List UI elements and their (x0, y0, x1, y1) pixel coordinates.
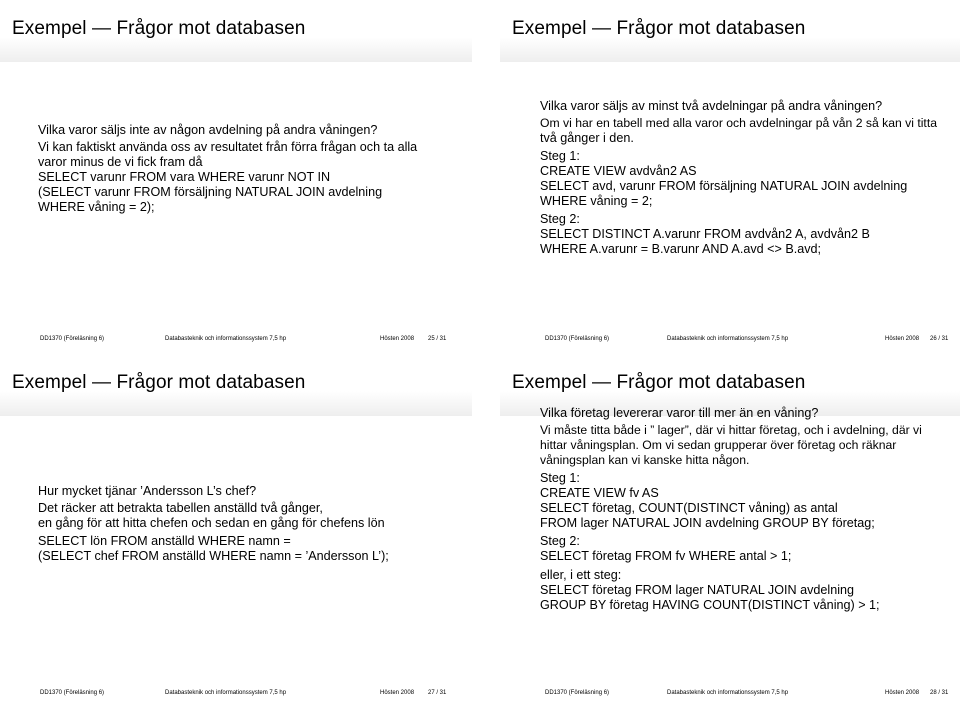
slide-28 (500, 354, 960, 699)
slide-footer (500, 334, 960, 345)
sql-text: SELECT företag, COUNT(DISTINCT våning) as antal (540, 501, 838, 515)
slide-footer (0, 334, 472, 345)
body-text: våningsplan kan vi kanske hitta någon. (540, 453, 750, 467)
body-text: en gång för att hitta chefen och sedan en gång för chefens lön (38, 516, 385, 530)
slide-footer (500, 688, 960, 699)
footer-page-number: 25 / 31 (428, 336, 447, 342)
footer-page-number: 26 / 31 (930, 336, 949, 342)
sql-text: WHERE A.varunr = B.varunr AND A.avd <> B.avd; (540, 242, 822, 256)
sql-text: SELECT varunr FROM vara WHERE varunr NOT IN (38, 170, 331, 184)
step-label: Steg 1: (540, 471, 580, 485)
sql-text: SELECT DISTINCT A.varunr FROM avdvån2 A, avdvån2 B (540, 227, 870, 241)
body-text: Vi kan faktiskt använda oss av resultatet från förra frågan och ta alla (38, 140, 418, 154)
slide-title: Exempel — Frågor mot databasen (512, 18, 806, 39)
question-text: Vilka varor säljs av minst två avdelningar på andra våningen? (540, 99, 883, 113)
footer-course-name: Databasteknik och informationssystem 7,5 hp (165, 690, 287, 696)
sql-text: (SELECT varunr FROM försäljning NATURAL JOIN avdelning (38, 185, 383, 199)
sql-text: SELECT lön FROM anställd WHERE namn = (38, 534, 291, 548)
slide-title-bar (0, 354, 472, 416)
slide-body (540, 406, 960, 613)
sql-text: SELECT företag FROM fv WHERE antal > 1; (540, 549, 792, 563)
question-text: Vilka företag levererar varor till mer än en våning? (540, 406, 819, 420)
body-text: varor minus de vi fick fram då (38, 155, 203, 169)
footer-course: DD1370 (Föreläsning 6) (545, 336, 610, 342)
slide-title: Exempel — Frågor mot databasen (12, 18, 306, 39)
sql-text: SELECT avd, varunr FROM försäljning NATURAL JOIN avdelning (540, 179, 908, 193)
slide-title: Exempel — Frågor mot databasen (512, 372, 806, 393)
slide-body (38, 123, 468, 215)
sql-text: CREATE VIEW avdvån2 AS (540, 164, 697, 178)
body-text: Om vi har en tabell med alla varor och avdelningar på vån 2 så kan vi titta (540, 116, 937, 130)
question-text: Vilka varor säljs inte av någon avdelning på andra våningen? (38, 123, 378, 137)
sql-text: (SELECT chef FROM anställd WHERE namn = ’Andersson L’); (38, 549, 389, 563)
footer-course-name: Databasteknik och informationssystem 7,5 hp (165, 336, 287, 342)
slide-title: Exempel — Frågor mot databasen (12, 372, 306, 393)
footer-page-number: 28 / 31 (930, 690, 949, 696)
slide-title-bar (0, 0, 472, 62)
footer-page-number: 27 / 31 (428, 690, 447, 696)
sql-text: FROM lager NATURAL JOIN avdelning GROUP BY företag; (540, 516, 875, 530)
footer-course: DD1370 (Föreläsning 6) (40, 336, 105, 342)
body-text: eller, i ett steg: (540, 568, 622, 582)
question-text: Hur mycket tjänar ’Andersson L’s chef? (38, 484, 257, 498)
slide-footer (0, 688, 472, 699)
sql-text: WHERE våning = 2); (38, 200, 155, 214)
slide-26 (500, 0, 960, 345)
slide-body (540, 99, 960, 257)
step-label: Steg 2: (540, 212, 580, 226)
footer-course-name: Databasteknik och informationssystem 7,5 hp (667, 336, 789, 342)
footer-term: Hösten 2008 (885, 690, 920, 696)
footer-term: Hösten 2008 (380, 690, 415, 696)
slide-27 (0, 354, 472, 699)
sql-text: SELECT företag FROM lager NATURAL JOIN avdelning (540, 583, 855, 597)
step-label: Steg 1: (540, 149, 580, 163)
slide-title-bar (500, 0, 960, 62)
step-label: Steg 2: (540, 534, 580, 548)
slide-body (38, 484, 468, 564)
footer-course: DD1370 (Föreläsning 6) (545, 690, 610, 696)
body-text: två gånger i den. (540, 131, 634, 145)
sql-text: WHERE våning = 2; (540, 194, 653, 208)
sql-text: GROUP BY företag HAVING COUNT(DISTINCT våning) > 1; (540, 598, 880, 612)
slide-25 (0, 0, 472, 345)
body-text: hittar våningsplan. Om vi sedan grupperar över företag och räknar (540, 438, 897, 452)
footer-term: Hösten 2008 (885, 336, 920, 342)
footer-term: Hösten 2008 (380, 336, 415, 342)
body-text: Vi måste titta både i ” lager”, där vi hittar företag, och i avdelning, där vi (540, 423, 922, 437)
body-text: Det räcker att betrakta tabellen anställd två gånger, (38, 501, 323, 515)
footer-course-name: Databasteknik och informationssystem 7,5 hp (667, 690, 789, 696)
sql-text: CREATE VIEW fv AS (540, 486, 659, 500)
footer-course: DD1370 (Föreläsning 6) (40, 690, 105, 696)
